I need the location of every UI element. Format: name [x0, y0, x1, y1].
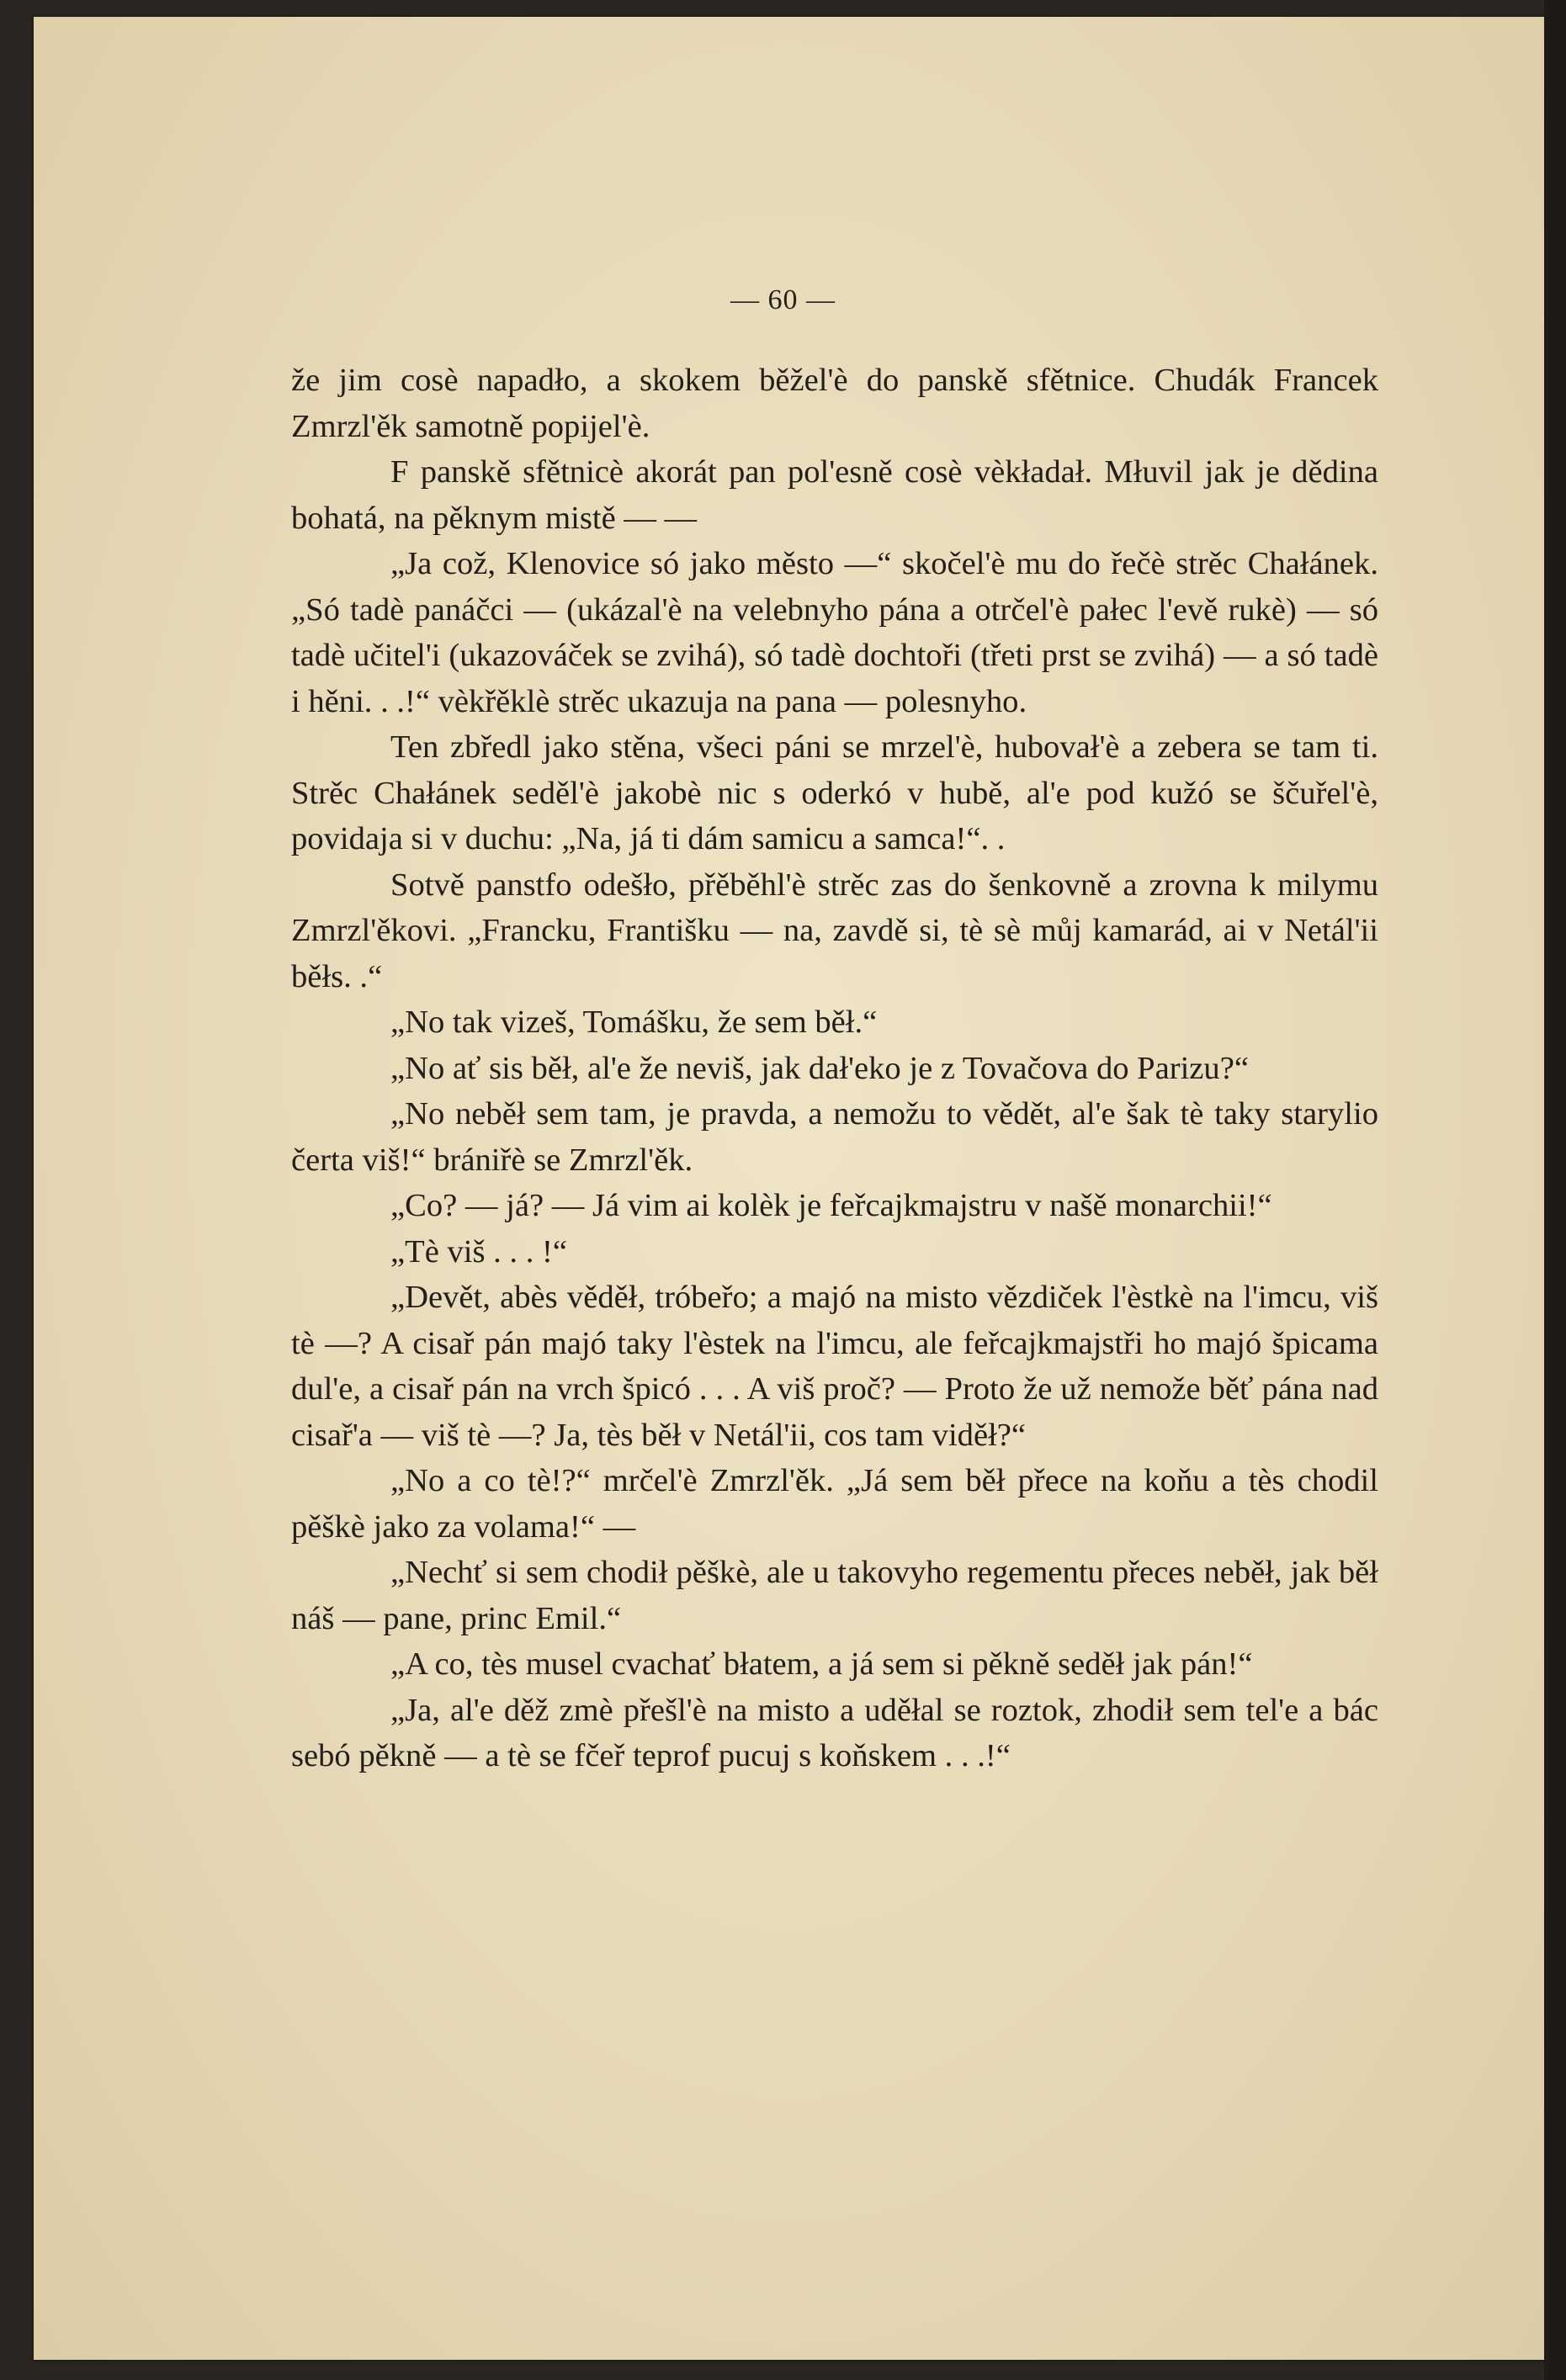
paragraph: „Co? — já? — Já vim ai kolèk je feřcajkmajstru v našě monarchii!“ [390, 1188, 1272, 1223]
paragraph: „No tak vizeš, Tomášku, že sem běł.“ [390, 1004, 878, 1040]
paragraph: Sotvě panstfo odešło, přěběhl'è strěc zas do šenkovně a zrovna k milymu Zmrzl'ěkovi. „Francku, Františku — na, zavdě si, tè sè můj kamarád, ai v Netál'ii běłs. .“ [291, 867, 1378, 994]
paragraph: „Ja což, Klenovice só jako město —“ skočel'è mu do řečè strěc Chałánek. „Só tadè panáčci — (ukázal'è na velebnyho pána a otrčel'è pałec l'evě rukè) — só tadè učitel'i (ukazováček se zvihá), só tadè dochtoři (třeti prst se zvihá) — a só tadè i hěni. . .!“ vèkřěklè strěc ukazuja na pana — polesnyho. [291, 546, 1378, 719]
paragraph: „Devět, abès věděł, tróbeřo; a majó na misto vězdiček l'èstkè na l'imcu, viš tè —? A cisař pán majó taky l'èstek na l'imcu, ale feřcajkmajstři ho majó špicama dul'e, a cisař pán na vrch špicó . . . A viš proč? — Proto že už nemože běť pána nad cisař'a — viš tè —? Ja, tès běł v Netál'ii, cos tam viděł?“ [291, 1280, 1378, 1453]
paragraph: „Ja, al'e děž zmè přešl'è na misto a uděłal se roztok, zhodił sem tel'e a bác sebó pěkně — a tè se fčeř teprof pucuj s koňskem . . .!“ [291, 1692, 1378, 1773]
paragraph: že jim cosè napadło, a skokem běžel'è do panskě sfětnice. Chudák Francek Zmrzl'ěk samotně popijel'è. [291, 363, 1378, 444]
paragraph: „Tè viš . . . !“ [390, 1233, 567, 1270]
paragraph: F panskě sfětnicè akorát pan pol'esně cosè vèkładał. Młuvil jak je dědina bohatá, na pěknym mistě — — [291, 454, 1378, 536]
paragraph: „Nechť si sem chodił pěškè, ale u takovyho regementu přeces neběł, jak běł náš — pane, princ Emil.“ [291, 1555, 1378, 1636]
book-binding-edge [1544, 0, 1566, 2380]
paragraph: „No a co tè!?“ mrčel'è Zmrzl'ěk. „Já sem běł přece na koňu a tès chodil pěškè jako za volama!“ — [291, 1463, 1378, 1545]
paragraph: Ten zbředl jako stěna, všeci páni se mrzel'è, hubovał'è a zebera se tam ti. Strěc Chałánek seděl'è jakobè nic s oderkó v hubě, al'e pod kužó se ščuřel'è, povidaja si v duchu: „Na, já ti dám samicu a samca!“. . [291, 729, 1378, 856]
paragraph: „No ať sis běł, al'e že neviš, jak dał'eko je z Tovačova do Parizu?“ [390, 1050, 1249, 1086]
page-number: — 60 — [730, 284, 836, 315]
paragraph: „A co, tès musel cvachať błatem, a já sem si pěkně seděł jak pán!“ [390, 1646, 1253, 1682]
body-text [291, 358, 1378, 1779]
paragraph: „No neběł sem tam, je pravda, a nemožu to vědět, al'e šak tè taky starylio čerta viš!“ brániřè se Zmrzl'ěk. [291, 1096, 1378, 1178]
